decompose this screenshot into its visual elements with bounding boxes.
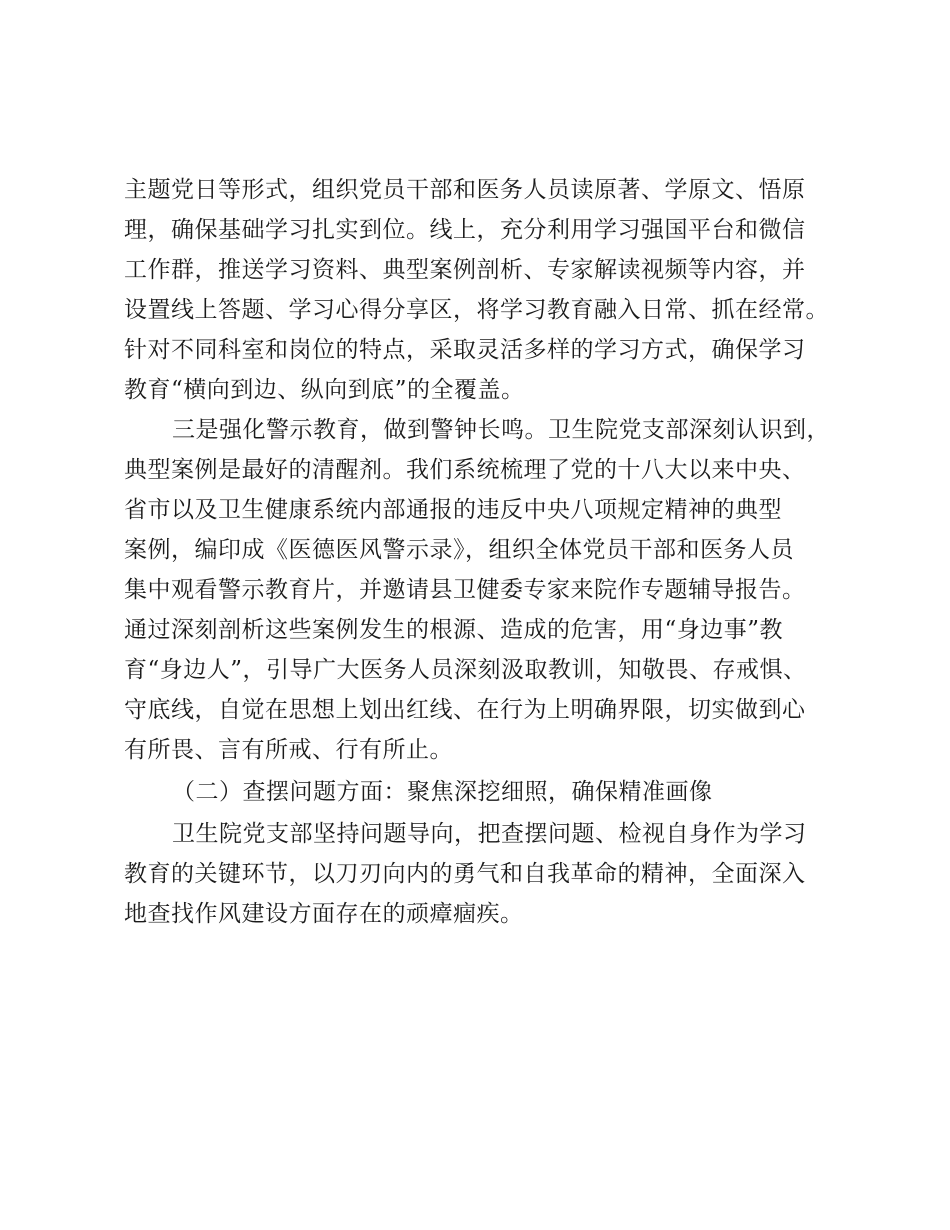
text-line: 主题党日等形式，组织党员干部和医务人员读原著、学原文、悟原: [124, 177, 806, 203]
text-line: 省市以及卫生健康系统内部通报的违反中央八项规定精神的典型: [124, 497, 782, 523]
paragraph-first-line: 卫生院党支部坚持问题导向，把查摆问题、检视自身作为学习: [172, 821, 807, 847]
text-line: 教育“横向到边、纵向到底”的全覆盖。: [124, 377, 525, 403]
text-line: 守底线，自觉在思想上划出红线、在行为上明确界限，切实做到心: [124, 697, 806, 723]
text-line: 有所畏、言有所戒、行有所止。: [124, 737, 453, 763]
text-line: 育“身边人”，引导广大医务人员深刻汲取教训，知敬畏、存戒惧、: [124, 657, 807, 683]
text-line: 案例，编印成《医德医风警示录》，组织全体党员干部和医务人员: [124, 537, 794, 563]
section-heading: （二）查摆问题方面：聚焦深挖细照，确保精准画像: [172, 779, 713, 805]
text-line: 设置线上答题、学习心得分享区，将学习教育融入日常、抓在经常。: [124, 297, 829, 323]
text-line: 地查找作风建设方面存在的顽瘴痼疾。: [124, 901, 524, 927]
paragraph-first-line: 三是强化警示教育，做到警钟长鸣。卫生院党支部深刻认识到，: [172, 417, 830, 443]
text-line: 针对不同科室和岗位的特点，采取灵活多样的学习方式，确保学习: [124, 337, 806, 363]
text-line: 教育的关键环节，以刀刃向内的勇气和自我革命的精神，全面深入: [124, 861, 806, 887]
text-line: 典型案例是最好的清醒剂。我们系统梳理了党的十八大以来中央、: [124, 457, 806, 483]
text-line: 工作群，推送学习资料、典型案例剖析、专家解读视频等内容，并: [124, 257, 806, 283]
text-line: 集中观看警示教育片，并邀请县卫健委专家来院作专题辅导报告。: [124, 577, 806, 603]
text-line: 通过深刻剖析这些案例发生的根源、造成的危害，用“身边事”教: [124, 617, 784, 643]
text-line: 理，确保基础学习扎实到位。线上，充分利用学习强国平台和微信: [124, 217, 806, 243]
